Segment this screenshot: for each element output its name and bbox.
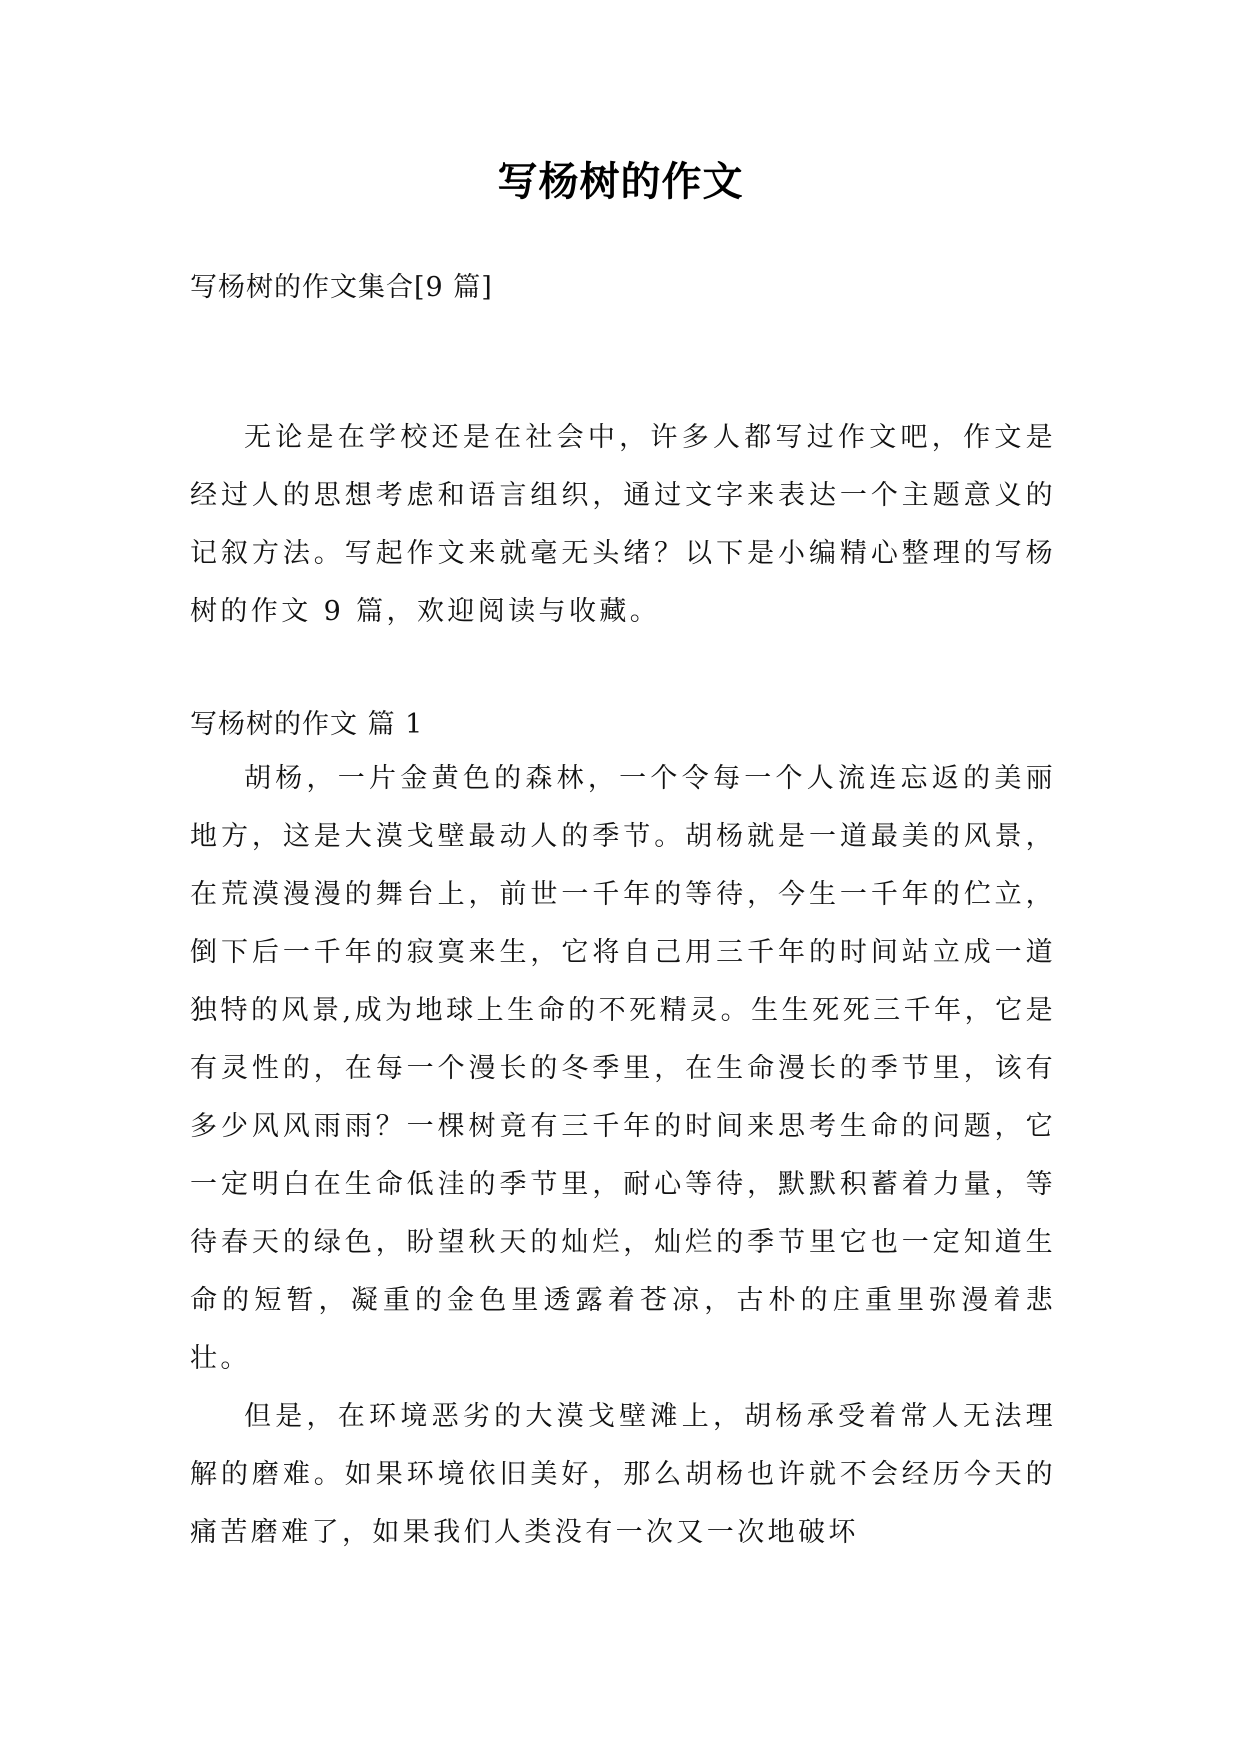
intro-block	[190, 409, 1056, 641]
essay-body	[190, 750, 1056, 1562]
document-subtitle: 写杨树的作文集合[9 篇]	[190, 272, 493, 303]
intro-paragraph: 无论是在学校还是在社会中，许多人都写过作文吧，作文是经过人的思想考虑和语言组织，通过文字来表达一个主题意义的记叙方法。写起作文来就毫无头绪？以下是小编精心整理的写杨树的作文 9 篇，欢迎阅读与收藏。	[190, 422, 1056, 627]
essay-paragraph-1: 胡杨，一片金黄色的森林，一个令每一个人流连忘返的美丽地方，这是大漠戈壁最动人的季节。胡杨就是一道最美的风景，在荒漠漫漫的舞台上，前世一千年的等待，今生一千年的伫立，倒下后一千年的寂寞来生，它将自己用三千年的时间站立成一道独特的风景,成为地球上生命的不死精灵。生生死死三千年，它是有灵性的，在每一个漫长的冬季里，在生命漫长的季节里，该有多少风风雨雨？一棵树竟有三千年的时间来思考生命的问题，它一定明白在生命低洼的季节里，耐心等待，默默积蓄着力量，等待春天的绿色，盼望秋天的灿烂，灿烂的季节里它也一定知道生命的短暂，凝重的金色里透露着苍凉，古朴的庄重里弥漫着悲壮。	[190, 763, 1056, 1374]
section-heading: 写杨树的作文 篇 1	[190, 709, 424, 740]
essay-paragraph-2: 但是，在环境恶劣的大漠戈壁滩上，胡杨承受着常人无法理解的磨难。如果环境依旧美好，那么胡杨也许就不会经历今天的痛苦磨难了，如果我们人类没有一次又一次地破坏	[190, 1401, 1056, 1548]
document-title: 写杨树的作文	[497, 158, 744, 205]
